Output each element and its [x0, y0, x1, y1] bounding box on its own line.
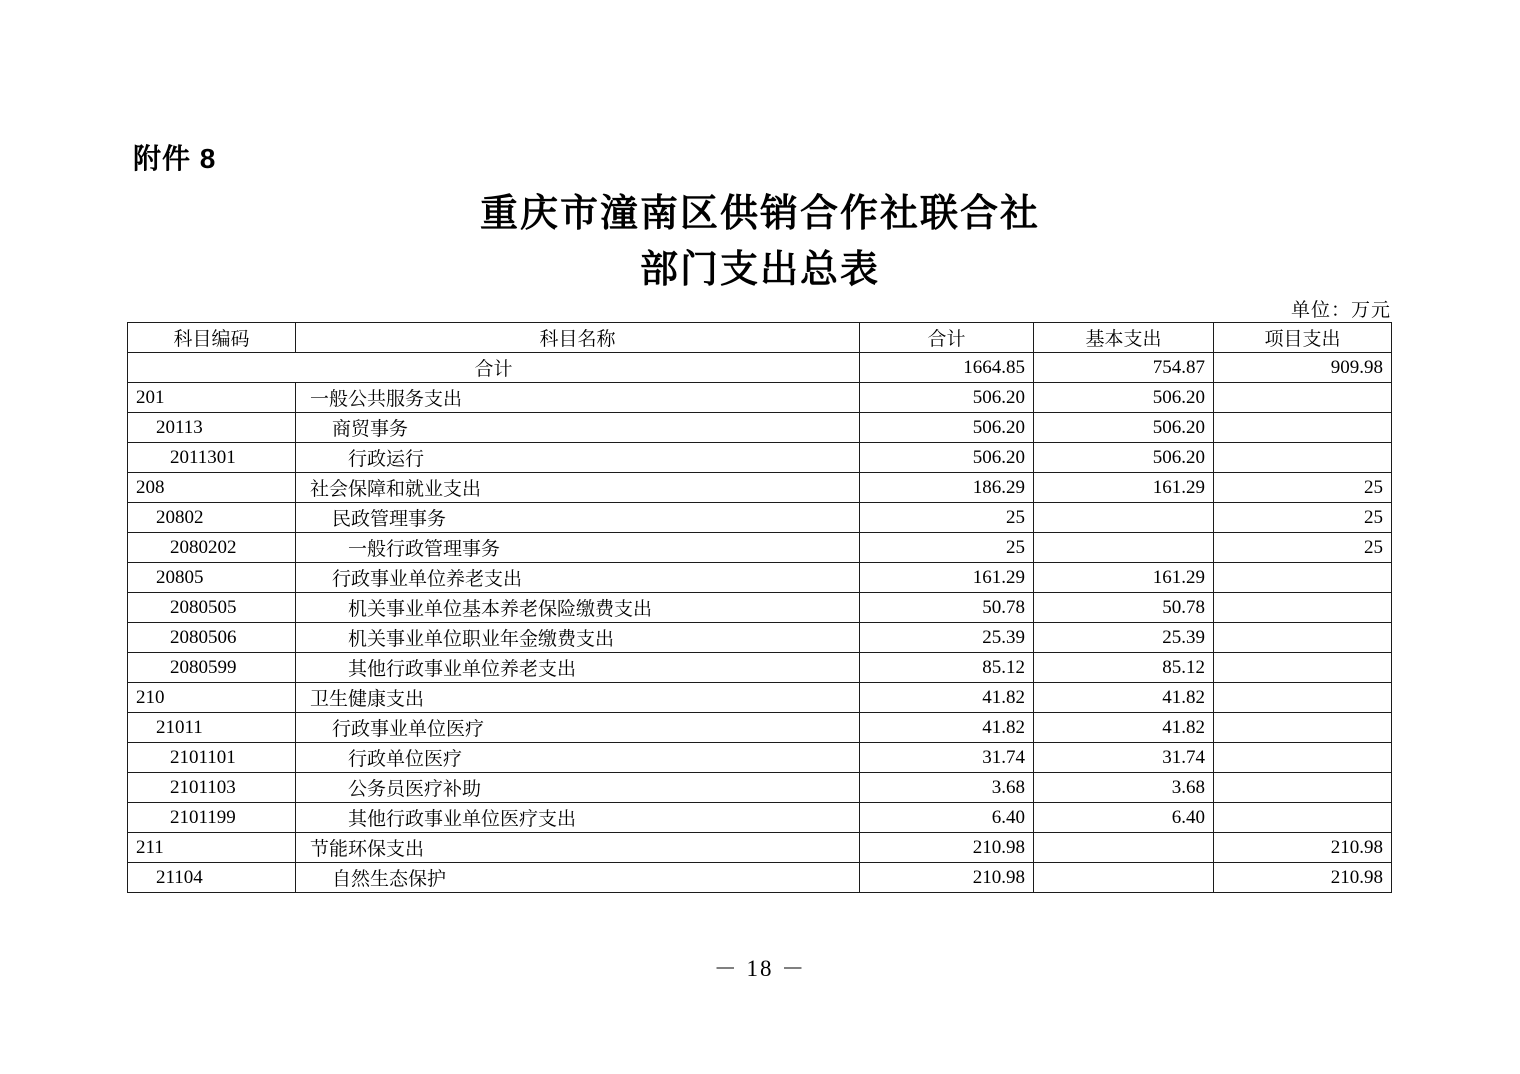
subject-name: 机关事业单位基本养老保险缴费支出	[296, 593, 860, 623]
project-value: 25	[1214, 533, 1392, 563]
total-value: 186.29	[860, 473, 1034, 503]
subject-name: 行政单位医疗	[296, 743, 860, 773]
total-value: 25	[860, 503, 1034, 533]
total-value: 506.20	[860, 443, 1034, 473]
subject-name: 社会保障和就业支出	[296, 473, 860, 503]
basic-value	[1034, 833, 1214, 863]
subject-code: 2080506	[128, 623, 296, 653]
table-row	[128, 683, 1392, 713]
subject-code: 20805	[128, 563, 296, 593]
col-header-code: 科目编码	[128, 323, 296, 353]
project-value	[1214, 413, 1392, 443]
table-body	[128, 353, 1392, 893]
table-row	[128, 773, 1392, 803]
basic-value: 6.40	[1034, 803, 1214, 833]
project-value: 210.98	[1214, 833, 1392, 863]
table-header	[128, 323, 1392, 353]
subject-code: 208	[128, 473, 296, 503]
basic-value	[1034, 533, 1214, 563]
subject-name: 民政管理事务	[296, 503, 860, 533]
header-row	[128, 323, 1392, 353]
subject-name: 行政事业单位医疗	[296, 713, 860, 743]
basic-value: 25.39	[1034, 623, 1214, 653]
total-value: 506.20	[860, 383, 1034, 413]
project-value	[1214, 593, 1392, 623]
total-value: 41.82	[860, 713, 1034, 743]
total-value: 210.98	[860, 833, 1034, 863]
subject-name: 自然生态保护	[296, 863, 860, 893]
subject-name: 公务员医疗补助	[296, 773, 860, 803]
project-value	[1214, 653, 1392, 683]
table-row	[128, 413, 1392, 443]
grand-total-project: 909.98	[1214, 353, 1392, 383]
grand-total-total: 1664.85	[860, 353, 1034, 383]
total-value: 210.98	[860, 863, 1034, 893]
col-header-basic: 基本支出	[1034, 323, 1214, 353]
table-row	[128, 863, 1392, 893]
table-row	[128, 713, 1392, 743]
subject-name: 节能环保支出	[296, 833, 860, 863]
col-header-total: 合计	[860, 323, 1034, 353]
total-value: 25.39	[860, 623, 1034, 653]
table-row	[128, 503, 1392, 533]
total-value: 6.40	[860, 803, 1034, 833]
document-title-line1: 重庆市潼南区供销合作社联合社	[479, 193, 1040, 235]
table-row	[128, 443, 1392, 473]
table-row	[128, 833, 1392, 863]
subject-code: 2101101	[128, 743, 296, 773]
table-row	[128, 563, 1392, 593]
unit-note: 单位：万元	[1290, 300, 1391, 321]
project-value	[1214, 773, 1392, 803]
basic-value: 161.29	[1034, 473, 1214, 503]
project-value: 25	[1214, 473, 1392, 503]
basic-value: 85.12	[1034, 653, 1214, 683]
document-title	[0, 186, 1520, 298]
subject-code: 2101199	[128, 803, 296, 833]
subject-code: 211	[128, 833, 296, 863]
total-value: 3.68	[860, 773, 1034, 803]
col-header-name: 科目名称	[296, 323, 860, 353]
basic-value: 31.74	[1034, 743, 1214, 773]
subject-name: 其他行政事业单位医疗支出	[296, 803, 860, 833]
basic-value: 506.20	[1034, 413, 1214, 443]
basic-value	[1034, 503, 1214, 533]
subject-code: 2080505	[128, 593, 296, 623]
table-row	[128, 593, 1392, 623]
basic-value: 3.68	[1034, 773, 1214, 803]
subject-code: 2011301	[128, 443, 296, 473]
total-value: 85.12	[860, 653, 1034, 683]
subject-name: 一般公共服务支出	[296, 383, 860, 413]
table-row	[128, 533, 1392, 563]
subject-name: 行政事业单位养老支出	[296, 563, 860, 593]
basic-value: 161.29	[1034, 563, 1214, 593]
expenditure-table	[127, 322, 1392, 893]
total-value: 161.29	[860, 563, 1034, 593]
grand-total-basic: 754.87	[1034, 353, 1214, 383]
subject-code: 20802	[128, 503, 296, 533]
table-row	[128, 743, 1392, 773]
project-value: 25	[1214, 503, 1392, 533]
project-value	[1214, 623, 1392, 653]
subject-code: 2080202	[128, 533, 296, 563]
subject-code: 21011	[128, 713, 296, 743]
project-value	[1214, 683, 1392, 713]
total-value: 41.82	[860, 683, 1034, 713]
attachment-label: 附件 8	[133, 143, 217, 174]
page-number: － 18 －	[713, 956, 807, 981]
project-value	[1214, 803, 1392, 833]
table-row	[128, 653, 1392, 683]
total-value: 50.78	[860, 593, 1034, 623]
document-title-line2: 部门支出总表	[639, 249, 880, 291]
total-value: 506.20	[860, 413, 1034, 443]
subject-name: 机关事业单位职业年金缴费支出	[296, 623, 860, 653]
total-value: 25	[860, 533, 1034, 563]
basic-value: 50.78	[1034, 593, 1214, 623]
project-value: 210.98	[1214, 863, 1392, 893]
table-row	[128, 383, 1392, 413]
subject-code: 21104	[128, 863, 296, 893]
basic-value: 41.82	[1034, 683, 1214, 713]
project-value	[1214, 443, 1392, 473]
total-value: 31.74	[860, 743, 1034, 773]
project-value	[1214, 563, 1392, 593]
grand-total-label: 合计	[128, 353, 860, 383]
subject-name: 商贸事务	[296, 413, 860, 443]
subject-code: 210	[128, 683, 296, 713]
table-row	[128, 473, 1392, 503]
subject-code: 2101103	[128, 773, 296, 803]
basic-value	[1034, 863, 1214, 893]
subject-code: 20113	[128, 413, 296, 443]
subject-code: 201	[128, 383, 296, 413]
table-row	[128, 803, 1392, 833]
project-value	[1214, 743, 1392, 773]
project-value	[1214, 713, 1392, 743]
subject-name: 卫生健康支出	[296, 683, 860, 713]
subject-code: 2080599	[128, 653, 296, 683]
basic-value: 506.20	[1034, 383, 1214, 413]
basic-value: 41.82	[1034, 713, 1214, 743]
col-header-project: 项目支出	[1214, 323, 1392, 353]
table-row	[128, 623, 1392, 653]
project-value	[1214, 383, 1392, 413]
subject-name: 其他行政事业单位养老支出	[296, 653, 860, 683]
basic-value: 506.20	[1034, 443, 1214, 473]
grand-total-row	[128, 353, 1392, 383]
subject-name: 行政运行	[296, 443, 860, 473]
subject-name: 一般行政管理事务	[296, 533, 860, 563]
